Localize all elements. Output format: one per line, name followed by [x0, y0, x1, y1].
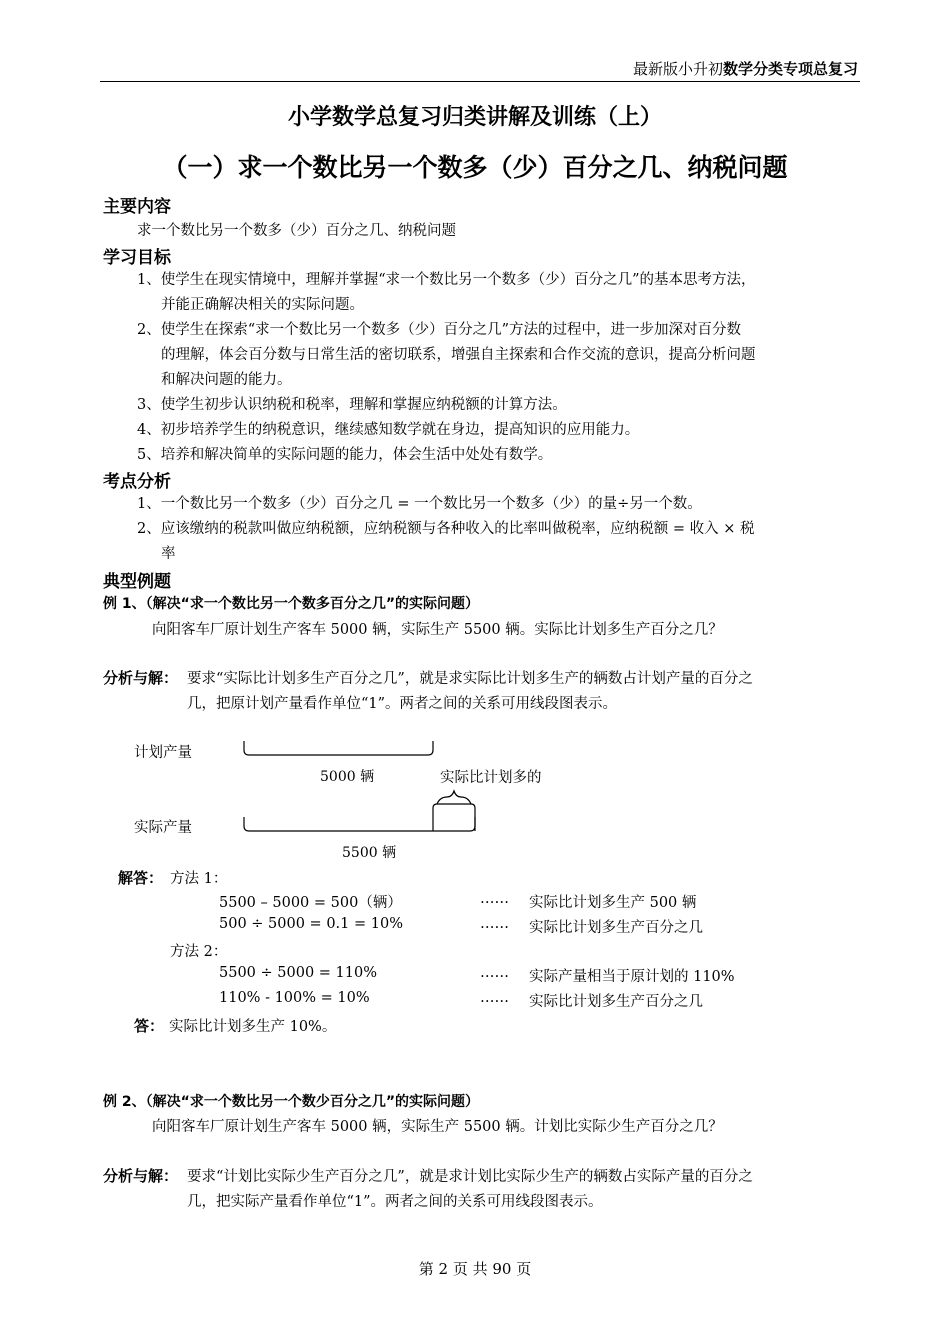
goals-heading: 学习目标	[103, 248, 171, 268]
document-subtitle: （一）求一个数比另一个数多（少）百分之几、纳税问题	[162, 153, 788, 182]
example1-problem: 向阳客车厂原计划生产客车 5000 辆，实际生产 5500 辆。实际比计划多生产百分之几？	[152, 622, 723, 638]
example2-problem: 向阳客车厂原计划生产客车 5000 辆，实际生产 5500 辆。计划比实际少生产百分之几？	[152, 1119, 723, 1135]
m2-dots: ……	[480, 990, 509, 1006]
header-prefix: 最新版小升初	[632, 60, 723, 78]
m1-dots: ……	[480, 891, 509, 907]
points-heading: 考点分析	[103, 472, 171, 492]
m2-expr: 5500 ÷ 5000 = 110%	[219, 965, 377, 981]
document-title: 小学数学总复习归类讲解及训练（上）	[287, 105, 662, 130]
m1-expr: 5500 – 5000 = 500（辆）	[219, 895, 402, 911]
point-line: 1、一个数比另一个数多（少）百分之几 = 一个数比另一个数多（少）的量÷另一个数。	[137, 496, 702, 512]
extra-curly	[437, 791, 471, 804]
point-line: 2、应该缴纳的税款叫做应纳税额，应纳税额与各种收入的比率叫做税率，应纳税额 = 收入 × 税	[137, 521, 755, 537]
actual-brace	[244, 817, 475, 831]
example1-answer: 实际比计划多生产 10%。	[169, 1019, 337, 1035]
header-bold: 数学分类专项总复习	[722, 60, 858, 78]
example2-heading: 例 2、（解决“求一个数比另一个数少百分之几”的实际问题）	[103, 1094, 480, 1110]
main-content-text: 求一个数比另一个数多（少）百分之几、纳税问题	[137, 223, 456, 239]
goal-line: 3、使学生初步认识纳税和税率，理解和掌握应纳税额的计算方法。	[137, 397, 567, 413]
m1-note: 实际比计划多生产 500 辆	[529, 895, 697, 911]
example1-analysis-line: 要求“实际比计划多生产百分之几”，就是求实际比计划多生产的辆数占计划产量的百分之	[187, 671, 753, 687]
diagram-actual-label: 实际产量	[134, 820, 192, 836]
m2-note: 实际产量相当于原计划的 110%	[529, 969, 735, 985]
m1-note: 实际比计划多生产百分之几	[529, 920, 703, 936]
example1-analysis-label: 分析与解：	[103, 669, 179, 687]
examples-heading: 典型例题	[103, 572, 171, 592]
goal-line: 1、使学生在现实情境中，理解并掌握“求一个数比另一个数多（少）百分之几”的基本思考方法，	[137, 272, 756, 288]
diagram-more-label: 实际比计划多的	[440, 770, 542, 786]
diagram-plan-value: 5000 辆	[320, 769, 375, 785]
example1-heading: 例 1、（解决“求一个数比另一个数多百分之几”的实际问题）	[103, 596, 480, 612]
example1-analysis-line: 几，把原计划产量看作单位“1”。两者之间的关系可用线段图表示。	[187, 696, 618, 712]
example2-analysis-label: 分析与解：	[103, 1167, 179, 1185]
diagram-plan-label: 计划产量	[134, 745, 192, 761]
goal-line: 的理解，体会百分数与日常生活的密切联系，增强自主探索和合作交流的意识，提高分析问题	[161, 347, 756, 363]
example1-answer-label: 答：	[134, 1017, 165, 1035]
example1-solution-label: 解答：	[118, 869, 164, 887]
goal-line: 5、培养和解决简单的实际问题的能力，体会生活中处处有数学。	[137, 447, 553, 463]
goal-line: 并能正确解决相关的实际问题。	[161, 297, 364, 313]
method1-label: 方法 1：	[170, 871, 228, 887]
plan-brace	[244, 741, 433, 755]
goal-line: 4、初步培养学生的纳税意识，继续感知数学就在身边，提高知识的应用能力。	[137, 422, 640, 438]
goal-line: 2、使学生在探索“求一个数比另一个数多（少）百分之几”方法的过程中，进一步加深对百分数	[137, 322, 742, 338]
m1-dots: ……	[480, 916, 509, 932]
m2-expr: 110% - 100% = 10%	[219, 990, 370, 1006]
method2-label: 方法 2：	[170, 944, 228, 960]
page-footer: 第 2 页 共 90 页	[418, 1260, 532, 1278]
example2-analysis-line: 几，把实际产量看作单位“1”。两者之间的关系可用线段图表示。	[187, 1194, 603, 1210]
m1-expr: 500 ÷ 5000 = 0.1 = 10%	[219, 916, 403, 932]
m2-dots: ……	[480, 965, 509, 981]
point-line: 率	[161, 546, 176, 562]
diagram-actual-value: 5500 辆	[342, 845, 397, 861]
example2-analysis-line: 要求“计划比实际少生产百分之几”，就是求计划比实际少生产的辆数占实际产量的百分之	[187, 1169, 753, 1185]
goal-line: 和解决问题的能力。	[161, 372, 292, 388]
extra-bracket	[433, 804, 475, 831]
main-content-heading: 主要内容	[103, 197, 171, 217]
m2-note: 实际比计划多生产百分之几	[529, 994, 703, 1010]
